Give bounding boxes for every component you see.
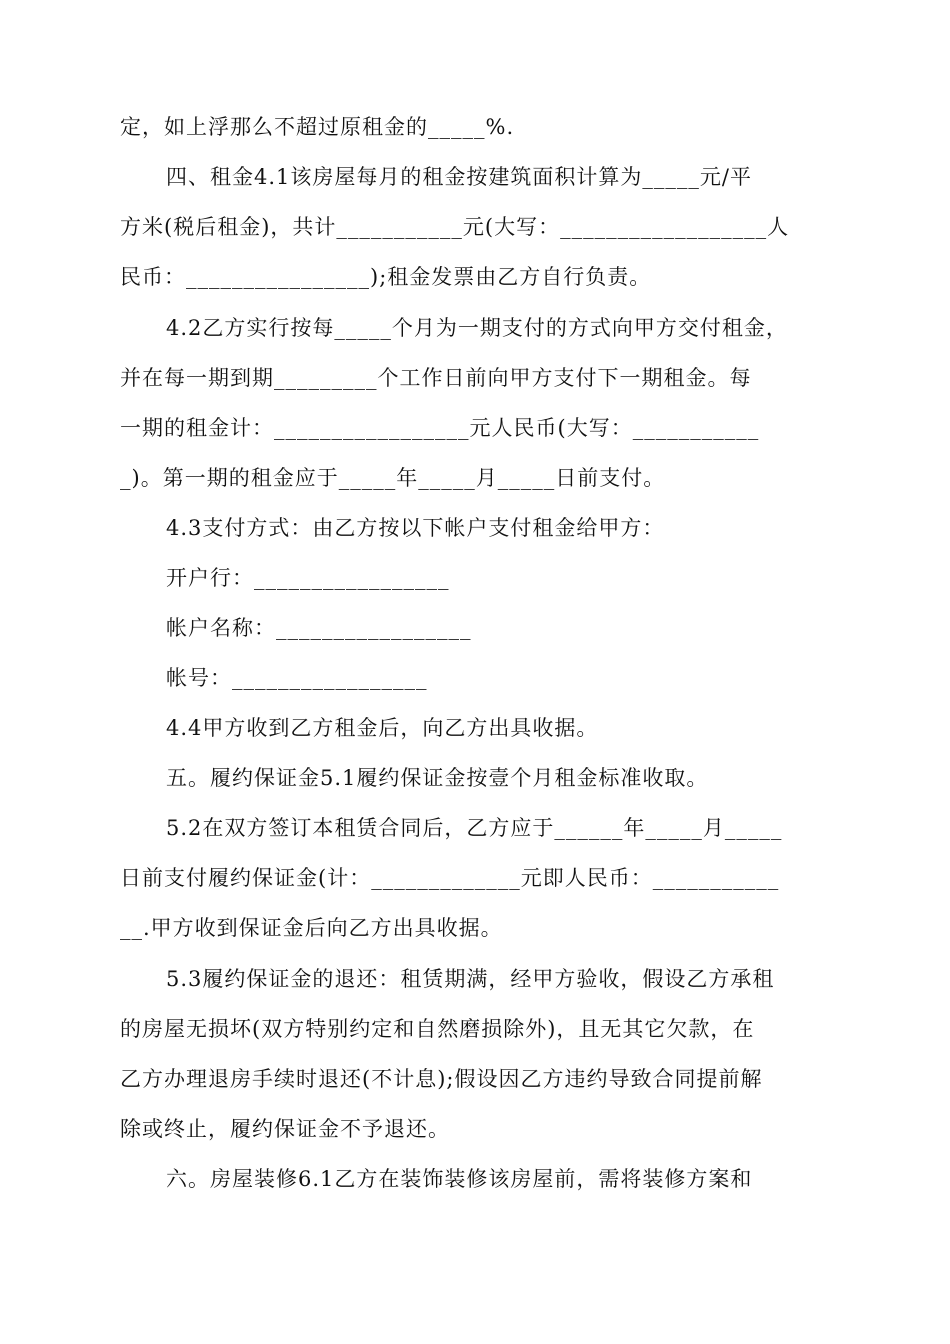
text-line-22: 六。房屋装修6.1乙方在装饰装修该房屋前，需将装修方案和 bbox=[166, 1167, 753, 1191]
text-line-4: 民币：________________);租金发票由乙方自行负责。 bbox=[120, 265, 652, 289]
text-line-18: 5.3履约保证金的退还：租赁期满，经甲方验收，假设乙方承租 bbox=[166, 967, 775, 991]
text-line-7: 一期的租金计：_________________元人民币(大写：___________ bbox=[120, 416, 760, 440]
text-line-16: 日前支付履约保证金(计：_____________元即人民币：___________ bbox=[120, 866, 780, 890]
text-line-1: 定，如上浮那么不超过原租金的_____%. bbox=[120, 115, 515, 139]
text-line-9: 4.3支付方式：由乙方按以下帐户支付租金给甲方： bbox=[166, 516, 665, 540]
text-line-19: 的房屋无损坏(双方特别约定和自然磨损除外)，且无其它欠款，在 bbox=[120, 1017, 755, 1041]
text-line-17: __.甲方收到保证金后向乙方出具收据。 bbox=[120, 916, 503, 940]
text-line-14: 五。履约保证金5.1履约保证金按壹个月租金标准收取。 bbox=[166, 766, 709, 790]
text-line-12: 帐号：_________________ bbox=[166, 666, 428, 690]
text-line-11: 帐户名称：_________________ bbox=[166, 616, 472, 640]
text-line-20: 乙方办理退房手续时退还(不计息);假设因乙方违约导致合同提前解 bbox=[120, 1067, 763, 1091]
text-line-15: 5.2在双方签订本租赁合同后，乙方应于______年_____月_____ bbox=[166, 816, 783, 840]
text-line-5: 4.2乙方实行按每_____个月为一期支付的方式向甲方交付租金， bbox=[166, 316, 788, 340]
text-line-10: 开户行：_________________ bbox=[166, 566, 450, 590]
text-line-8: _)。第一期的租金应于_____年_____月_____日前支付。 bbox=[120, 466, 666, 490]
text-line-21: 除或终止，履约保证金不予退还。 bbox=[120, 1117, 450, 1141]
text-line-3: 方米(税后租金)，共计___________元(大写：__________________人 bbox=[120, 215, 790, 239]
text-line-13: 4.4甲方收到乙方租金后，向乙方出具收据。 bbox=[166, 716, 599, 740]
text-line-6: 并在每一期到期_________个工作日前向甲方支付下一期租金。每 bbox=[120, 366, 752, 390]
text-line-2: 四、租金4.1该房屋每月的租金按建筑面积计算为_____元/平 bbox=[166, 165, 752, 189]
